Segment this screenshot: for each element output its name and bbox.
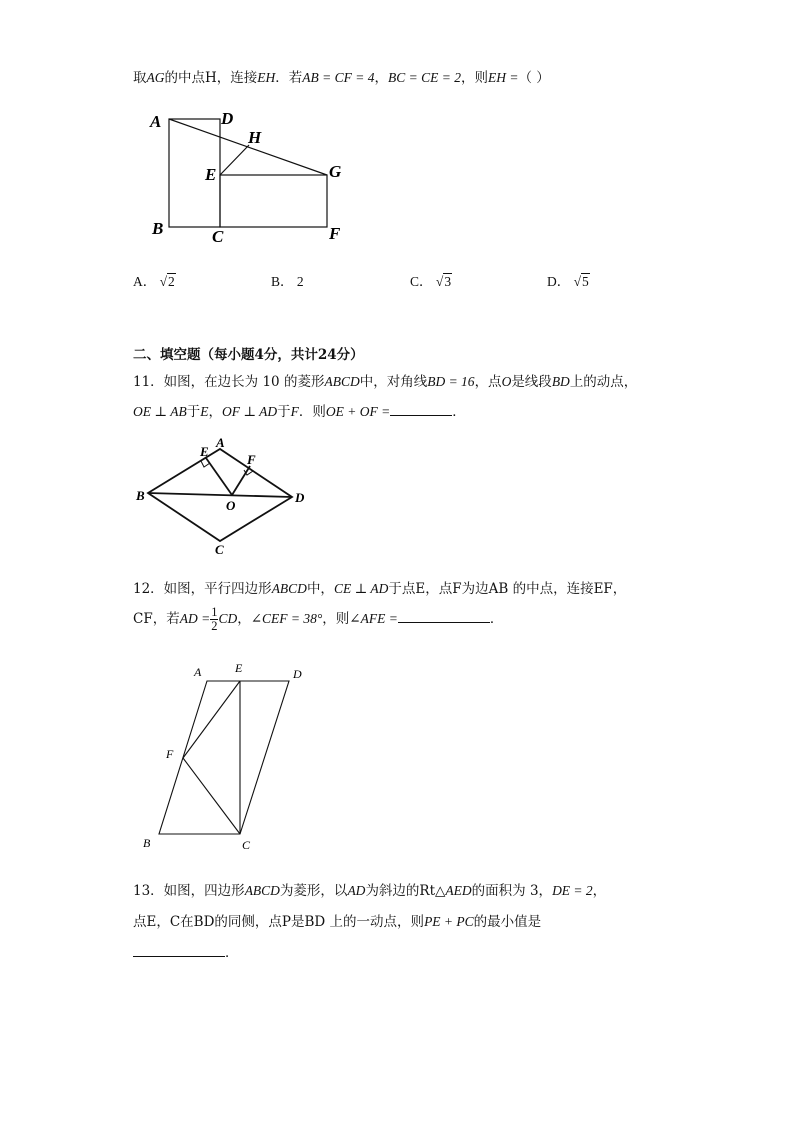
q10-stem: 取AG的中点H，连接EH．若AB = CF = 4，BC = CE = 2，则EH =（ ）	[133, 70, 550, 86]
option-a[interactable]: A． √2	[133, 274, 175, 289]
label-a: A	[194, 665, 202, 679]
q13-stem-line1: 13．如图，四边形ABCD为菱形，以AD为斜边的Rt△AED的面积为 3，DE = 2，	[133, 883, 607, 899]
label-b: B	[136, 488, 145, 503]
math-bc-ce: BC = CE = 2	[388, 70, 461, 85]
option-b[interactable]: B． 2	[271, 274, 304, 289]
label-o: O	[226, 498, 236, 513]
option-c[interactable]: C． √3	[410, 274, 452, 289]
label-f: F	[166, 747, 174, 761]
label-b: B	[143, 836, 151, 850]
q11-stem-line1: 11．如图，在边长为 10 的菱形ABCD中，对角线BD = 16，点O是线段BD上的动点，	[133, 374, 638, 390]
sqrt-symbol: √5	[573, 274, 589, 289]
label-e: E	[235, 661, 243, 675]
math-ab-cf: AB = CF = 4	[302, 70, 375, 85]
label-c: C	[215, 542, 224, 557]
label-c: C	[212, 227, 224, 246]
label-h: H	[248, 128, 262, 147]
label-a: A	[216, 435, 225, 450]
q13-answer-line: ．	[133, 941, 239, 961]
label-d: D	[293, 667, 302, 681]
label-e: E	[205, 165, 217, 184]
q12-stem-line1: 12．如图，平行四边形ABCD中，CE ⊥ AD于点E，点F为边AB 的中点，连接EF，	[133, 581, 627, 597]
label-d: D	[221, 109, 234, 128]
math-eh: EH	[257, 70, 276, 85]
section-title: 二、填空题（每小题4分，共计24分）	[133, 347, 364, 363]
answer-blank[interactable]	[133, 944, 225, 957]
sqrt-symbol: √3	[435, 274, 452, 289]
label-f: F	[329, 224, 341, 243]
label-d: D	[295, 490, 305, 505]
label-a: A	[150, 112, 162, 131]
label-f: F	[247, 452, 256, 467]
answer-paren: （ ）	[518, 70, 550, 86]
label-c: C	[242, 838, 251, 852]
label-e: E	[200, 444, 209, 459]
segment-ef	[183, 681, 240, 758]
label-g: G	[329, 162, 342, 181]
q13-stem-line2: 点E，C在BD的同侧，点P是BD 上的一动点，则PE + PC的最小值是	[133, 914, 542, 930]
math-ag: AG	[146, 70, 165, 85]
q12-stem-line2: CF，若AD = $\frac{1}{2}$ CD，∠CEF = 38°，则∠AFE = ．	[133, 605, 504, 633]
segment-cf	[183, 758, 240, 834]
fraction-one-half: $\frac{1}{2}$	[211, 605, 218, 633]
parallelogram-abcd	[159, 681, 289, 834]
option-d[interactable]: D． √5	[547, 274, 589, 289]
label-b: B	[152, 219, 164, 238]
math-eh-eq: EH =	[487, 70, 519, 85]
q11-stem-line2: OE ⊥ AB于E，OF ⊥ AD于F．则OE + OF = ．	[133, 404, 466, 420]
sqrt-symbol: √2	[159, 274, 175, 289]
